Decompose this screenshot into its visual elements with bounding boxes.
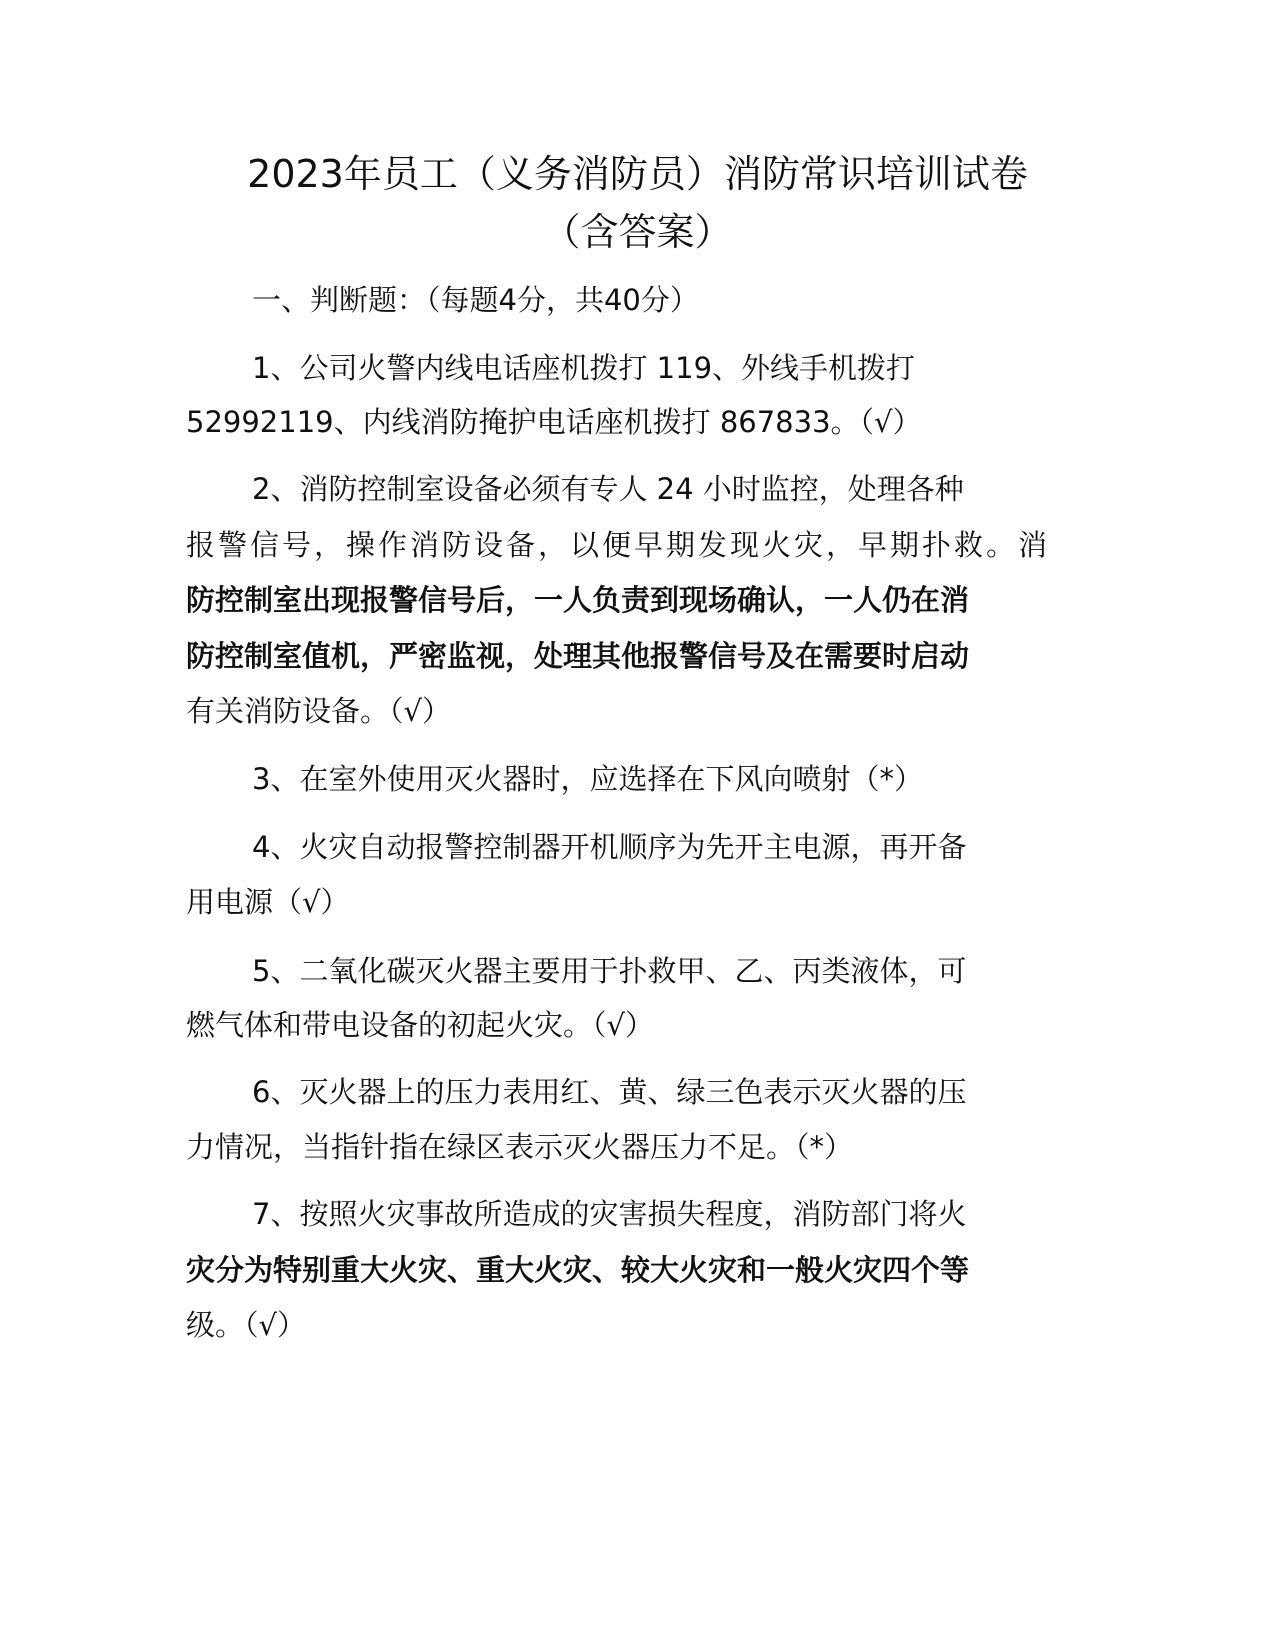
question-1-line-1: 1、公司火警内线电话座机拨打 119、外线手机拨打	[252, 351, 916, 385]
question-5-line-1: 5、二氧化碳灭火器主要用于扑救甲、乙、丙类液体，可	[252, 954, 967, 988]
document-subtitle: （含答案）	[542, 210, 733, 254]
question-2-line-1: 2、消防控制室设备必须有专人 24 小时监控，处理各种	[252, 472, 964, 506]
question-4-line-2: 用电源（√）	[186, 885, 350, 919]
question-3-line-1: 3、在室外使用灭火器时，应选择在下风向喷射（*）	[252, 762, 923, 796]
question-4-line-1: 4、火灾自动报警控制器开机顺序为先开主电源，再开备	[252, 830, 967, 864]
question-7-line-2: 灾分为特别重大火灾、重大火灾、较大火灾和一般火灾四个等	[186, 1253, 970, 1287]
question-6-line-2: 力情况，当指针指在绿区表示灭火器压力不足。（*）	[186, 1130, 854, 1164]
document-title: 2023年员工（义务消防员）消防常识培训试卷	[247, 152, 1028, 196]
section-header: 一、判断题：（每题4分，共40分）	[252, 283, 699, 317]
question-1-line-2: 52992119、内线消防掩护电话座机拨打 867833。（√）	[186, 405, 922, 439]
question-7-line-3: 级。（√）	[186, 1308, 306, 1342]
question-5-line-2: 燃气体和带电设备的初起火灾。（√）	[186, 1008, 654, 1042]
question-2-line-2: 报警信号，操作消防设备，以便早期发现火灾，早期扑救。消	[186, 528, 1051, 562]
question-2-line-5: 有关消防设备。（√）	[186, 694, 451, 728]
question-2-line-3: 防控制室出现报警信号后，一人负责到现场确认，一人仍在消	[186, 583, 970, 617]
question-2-line-4: 防控制室值机，严密监视，处理其他报警信号及在需要时启动	[186, 639, 970, 673]
question-6-line-1: 6、灭火器上的压力表用红、黄、绿三色表示灭火器的压	[252, 1075, 967, 1109]
question-7-line-1: 7、按照火灾事故所造成的灾害损失程度，消防部门将火	[252, 1197, 967, 1231]
